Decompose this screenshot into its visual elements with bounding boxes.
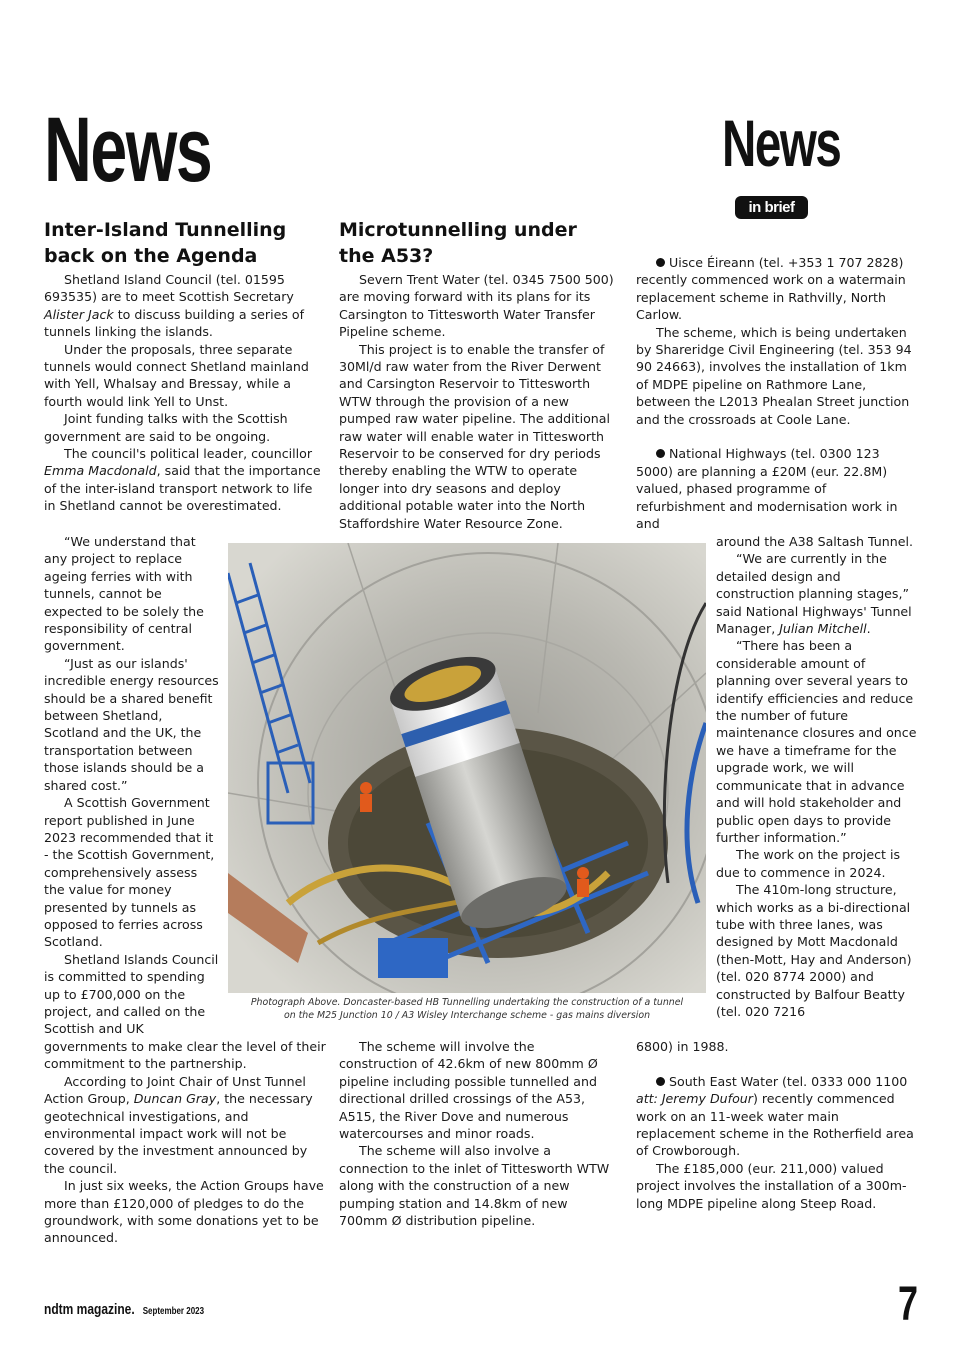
brief-paragraph: The work on the project is due to commence in 2024. [716,847,901,880]
photo-caption [228,996,706,1022]
brief-paragraph: “There has been a considerable amount of planning over several years to identify efficiencies and reduce the number of future maintenance closures and once we have a timeframe for the upgrade work, we will communicate that in advance and will hold stakeholder and public open days to provide further information.” [716,638,917,845]
in-brief-badge: in brief [735,196,808,219]
in-brief-title: News [722,106,841,180]
brief-column-bottom [636,1038,916,1212]
article1-paragraph: Under the proposals, three separate tunnels would connect Shetland mainland with Yell, Whalsay and Bressay, while a fourth would link Yell to Unst. [44,341,309,409]
article1-body-top [44,271,322,515]
article2-paragraph: Severn Trent Water (tel. 0345 7500 500) are moving forward with its plans for its Carsington to Tittesworth Water Transfer Pipeline scheme. [339,272,614,340]
brief-item: Uisce Éireann (tel. +353 1 707 2828) recently commenced work on a watermain replacement scheme in Rathvilly, North Carlow. [636,255,906,323]
masthead-title: News [44,99,212,201]
article1-body-narrow [44,533,220,1038]
brief-item: National Highways (tel. 0300 123 5000) are planning a £20M (eur. 22.8M) valued, phased programme of refurbishment and modernisation work in and [636,446,898,532]
page-number: 7 [898,1278,919,1331]
article2-paragraph: This project is to enable the transfer of 30Ml/d raw water from the River Derwent and Carsington Reservoir to Tittesworth WTW through the provision of a new pumped raw water pipeline. The additional raw water will enable water in Tittesworth Reservoir to be conserved for dry periods thereby enabling the WTW to operate longer into dry seasons and deploy additional potable water into the North Staffordshire Water Resource Zone. [339,341,611,531]
article1-headline [44,217,324,269]
article1-paragraph: “Just as our islands' incredible energy resources should be a shared benefit between Shetland, Scotland and the UK, the transportation between those islands should be a shared cost.” [44,655,219,793]
article1-paragraph: Shetland Island Council (tel. 01595 693535) are to meet Scottish Secretary Alister Jack to discuss building a series of tunnels linking the islands. [44,272,305,340]
article2-headline [339,217,619,269]
photo-caption-line1: Photograph Above. Doncaster-based HB Tunnelling undertaking the construction of a tunnel [250,997,684,1008]
article1-paragraph: “We understand that any project to replace ageing ferries with with tunnels, cannot be expected to be solely the responsibility of central government. [44,534,204,654]
article2-body-top [339,271,615,532]
issue-month: September 2023 [142,1306,205,1317]
article1-body-bottom [44,1038,326,1247]
article2-headline-line1: Microtunnelling under [339,219,577,241]
brief-item: South East Water (tel. 0333 000 1100 att: Jeremy Dufour) recently commenced work on an 11-week water main replacement scheme in the Rotherfield area of Crowborough. [636,1073,914,1159]
tunnel-shaft-photo [228,543,706,993]
brief-paragraph: “We are currently in the detailed design and construction planning stages,” said National Highways' Tunnel Manager, Julian Mitchell. [716,551,912,637]
article1-paragraph: The council's political leader, councillor Emma Macdonald, said that the importance of the inter-island transport network to life in Shetland cannot be overestimated. [44,446,321,514]
person-name: Duncan Gray [133,1091,217,1107]
article1-paragraph: A Scottish Government report published in June 2023 recommended that it - the Scottish Government, comprehensively assess the value for money presented by tunnels as opposed to ferries across Scotland. [44,795,215,950]
person-name: Alister Jack [44,306,114,322]
photo-caption-line2: on the M25 Junction 10 / A3 Wisley Interchange scheme - gas mains diversion [283,1010,651,1021]
brief-paragraph: The £185,000 (eur. 211,000) valued project involves the installation of a 300m-long MDPE pipeline along Steep Road. [636,1160,907,1211]
magazine-name: ndtm magazine. [44,1301,135,1318]
brief-column-top [636,254,916,532]
contact-name: att: Jeremy Dufour [636,1091,753,1107]
bullet-icon [656,1077,665,1086]
article1-headline-line1: Inter-Island Tunnelling [44,219,287,241]
article2-headline-line2: the A53? [339,245,434,267]
tunnel-shaft-illustration [228,543,706,993]
person-name: Julian Mitchell [779,621,867,637]
bullet-icon [656,258,665,267]
brief-paragraph: around the A38 Saltash Tunnel. [716,534,913,549]
bullet-icon [656,449,665,458]
person-name: Emma Macdonald [44,463,157,479]
brief-column-narrow [716,533,920,1020]
article1-paragraph: Joint funding talks with the Scottish government are said to be ongoing. [44,411,288,444]
footer-magazine [44,1301,204,1318]
article1-paragraph: Shetland Islands Council is committed to spending up to £700,000 on the project, and called on the Scottish and UK [44,951,219,1037]
brief-paragraph: The 410m-long structure, which works as a bi-directional tube with three lanes, was designed by Mott Macdonald (then-Mott, Hay and Anderson) (tel. 020 8774 2000) and constructed by Balfour Beatty (tel. 020 7216 [716,882,912,1019]
brief-paragraph: The scheme, which is being undertaken by Shareridge Civil Engineering (tel. 353 94 90 24663), involves the installation of 1km of MDPE pipeline on Rathmore Lane, between the L2013 Phealan Street junction and the crossroads at Coole Lane. [636,324,912,427]
article1-paragraph: governments to make clear the level of their commitment to the partnership. [44,1039,326,1072]
article2-paragraph: The scheme will also involve a connection to the inlet of Tittesworth WTW along with the construction of a new pumping station and 14.8km of new 700mm Ø distribution pipeline. [339,1143,610,1229]
article2-body-bottom [339,1038,615,1229]
article2-paragraph: The scheme will involve the construction of 42.6km of new 800mm Ø pipeline including possible tunnelled and directional drilled crossings of the A53, A515, the River Dove and numerous watercourses and minor roads. [339,1039,598,1142]
brief-paragraph: 6800) in 1988. [636,1039,729,1054]
article1-headline-line2: back on the Agenda [44,245,258,267]
article1-paragraph: In just six weeks, the Action Groups have more than £120,000 of pledges to do the groundwork, with some donations yet to be announced. [44,1178,324,1246]
article1-paragraph: According to Joint Chair of Unst Tunnel Action Group, Duncan Gray, the necessary geotechnical investigations, and environmental impact work will not be covered by the investment announced by the council. [44,1073,313,1176]
